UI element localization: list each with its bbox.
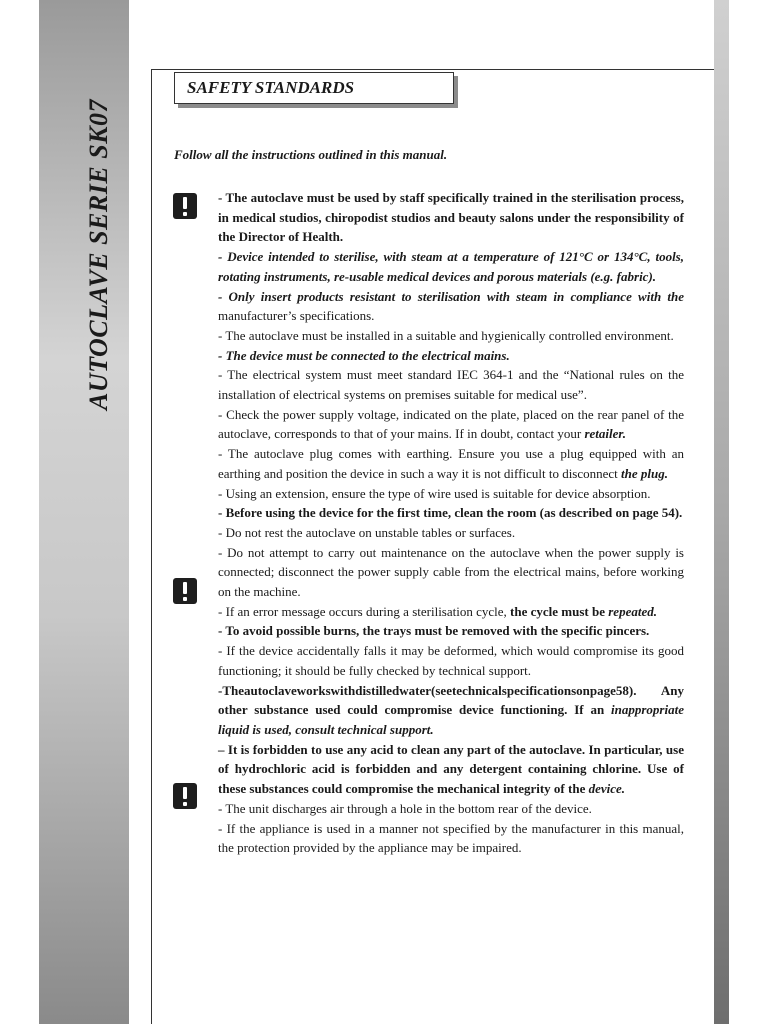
instruction-paragraph [218, 247, 684, 286]
instruction-text: - The unit discharges air through a hole in the bottom rear of the device. [218, 800, 592, 816]
instruction-paragraph [218, 819, 684, 858]
instruction-text: device. [588, 781, 626, 797]
instruction-paragraph [218, 444, 684, 483]
instruction-text: - Device intended to sterilise, with steam at a temperature of 121°C or 134°C, tools, rotating instruments, re-usable medical devices and porous materials (e.g. fabric). [218, 249, 684, 284]
instruction-paragraph [218, 641, 684, 680]
instruction-paragraph [218, 740, 684, 799]
instruction-text: - To avoid possible burns, the trays must be removed with the specific pincers. [218, 623, 650, 639]
instruction-paragraph [218, 602, 684, 622]
instruction-text: retailer. [584, 426, 626, 442]
intro-text: Follow all the instructions outlined in this manual. [174, 147, 448, 162]
instruction-text: the cycle must be [510, 603, 609, 619]
instruction-text: - Check the power supply voltage, indicated on the plate, placed on the rear panel of the autoclave, corresponds to that of your mains. If in doubt, contact your [218, 406, 684, 442]
instruction-paragraph [218, 799, 684, 819]
warning-icon [173, 578, 197, 604]
safety-instructions [218, 188, 684, 858]
frame-left-rule [151, 69, 152, 1024]
right-gray-band [714, 0, 729, 1024]
instruction-text: - Do not attempt to carry out maintenance on the autoclave when the power supply is connected; disconnect the power supply cable from the electrical mains, before working on the machine. [218, 544, 684, 600]
instruction-text: - The device must be connected to the electrical mains. [218, 347, 510, 363]
instruction-text: - The autoclave must be installed in a suitable and hygienically controlled environment. [218, 327, 674, 343]
frame-top-rule [151, 69, 714, 70]
instruction-paragraph [218, 543, 684, 602]
instruction-text: - Do not rest the autoclave on unstable tables or surfaces. [218, 524, 516, 540]
instruction-text: - Before using the device for the first time, clean the room (as described on page 54). [218, 505, 683, 521]
instruction-text: repeated. [608, 603, 657, 619]
instruction-text: manufacturer’s specifications. [218, 308, 375, 324]
section-title: SAFETY STANDARDS [187, 78, 355, 97]
warning-icon [173, 193, 197, 219]
instruction-paragraph [218, 681, 684, 740]
instruction-paragraph [218, 346, 684, 366]
section-header [174, 72, 454, 104]
instruction-text: - If an error message occurs during a sterilisation cycle, [218, 603, 511, 619]
series-title: AUTOCLAVE SERIE SK07 [84, 98, 113, 410]
instruction-text: -Theautoclaveworkswithdistilledwater(seetechnicalspecificationsonpage58). Any other substance used could compromise device functioning. If an [218, 682, 684, 718]
instruction-paragraph [218, 503, 684, 523]
instruction-text: – It is forbidden to use any acid to clean any part of the autoclave. In particular, use of hydrochloric acid is forbidden and any detergent containing chlorine. Use of these substances could compromise the mechanical integrity of the [218, 741, 684, 797]
instruction-paragraph [218, 365, 684, 404]
instruction-paragraph [218, 405, 684, 444]
instruction-text: - The electrical system must meet standard IEC 364-1 and the “National rules on the installation of electrical systems on premises suitable for medical use”. [218, 367, 684, 403]
instruction-text: - The autoclave must be used by staff specifically trained in the sterilisation process, in medical studios, chiropodist studios and beauty salons under the responsibility of the Director of Health. [218, 190, 684, 245]
instruction-paragraph [218, 326, 684, 346]
instruction-paragraph [218, 523, 684, 543]
instruction-text: - The autoclave plug comes with earthing. Ensure you use a plug equipped with an earthing and position the device in such a way it is not difficult to disconnect [218, 446, 684, 481]
instruction-text: the plug. [621, 465, 669, 481]
instruction-text: - Using an extension, ensure the type of wire used is suitable for device absorption. [218, 485, 651, 501]
instruction-paragraph [218, 287, 684, 326]
instruction-text: - Only insert products resistant to sterilisation with steam in compliance with the [218, 288, 684, 304]
warning-icon [173, 783, 197, 809]
instruction-text: inappropriate liquid is used, consult technical support. [218, 702, 684, 737]
instruction-text: - If the device accidentally falls it may be deformed, which would compromise its good functioning; it should be fully checked by technical support. [218, 643, 684, 678]
instruction-paragraph [218, 621, 684, 641]
instruction-paragraph [218, 484, 684, 504]
instruction-paragraph [218, 188, 684, 247]
instruction-text: - If the appliance is used in a manner not specified by the manufacturer in this manual, the protection provided by the appliance may be impaired. [218, 820, 684, 856]
